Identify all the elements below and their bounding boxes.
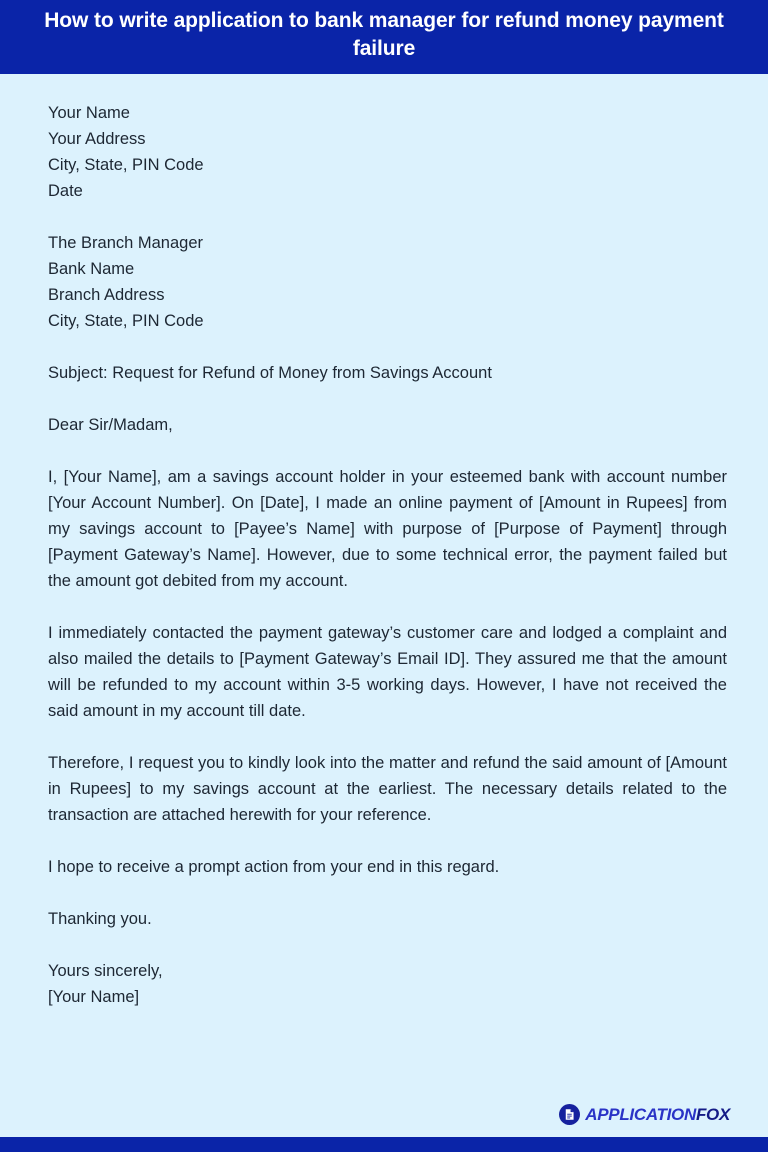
salutation: Dear Sir/Madam, (48, 416, 173, 434)
sender-line-name: Your Name (48, 104, 130, 122)
subject-line: Subject: Request for Refund of Money from Savings Account (48, 364, 492, 382)
brand-name-secondary: FOX (695, 1105, 730, 1124)
recipient-line-manager: The Branch Manager (48, 234, 204, 252)
spacer (48, 724, 727, 750)
spacer (48, 880, 727, 906)
brand-name-primary: APPLICATION (585, 1105, 696, 1124)
signoff-line: Yours sincerely, (48, 962, 163, 980)
spacer (48, 386, 727, 412)
recipient-address-block (48, 230, 727, 334)
brand-logo (559, 1104, 730, 1125)
spacer (48, 334, 727, 360)
header-banner (0, 0, 768, 74)
sender-line-city: City, State, PIN Code (48, 156, 204, 174)
closing-line: I hope to receive a prompt action from your end in this regard. (48, 858, 500, 876)
sender-line-address: Your Address (48, 130, 146, 148)
page-title: How to write application to bank manager for refund money payment failure (44, 9, 724, 60)
document-icon (559, 1104, 580, 1125)
footer-banner (0, 1137, 768, 1152)
sender-address-block (48, 100, 727, 204)
spacer (48, 204, 727, 230)
signoff-block (48, 958, 727, 1010)
spacer (48, 828, 727, 854)
sender-line-date: Date (48, 182, 83, 200)
signoff-name: [Your Name] (48, 988, 140, 1006)
body-paragraph-1: I, [Your Name], am a savings account holder in your esteemed bank with account number [Your Account Number]. On [Date], I made an online payment of [Amount in Rupees] from my savings account to [Payee’s Name] with purpose of [Purpose of Payment] through [Payment Gateway’s Name]. However, due to some technical error, the payment failed but the amount got debited from my account. (48, 468, 727, 590)
recipient-line-branch: Branch Address (48, 286, 165, 304)
spacer (48, 438, 727, 464)
brand-logo-text (585, 1106, 730, 1123)
letter-body (0, 74, 768, 1137)
recipient-line-city: City, State, PIN Code (48, 312, 204, 330)
spacer (48, 932, 727, 958)
thanks-line: Thanking you. (48, 910, 152, 928)
body-paragraph-3: Therefore, I request you to kindly look into the matter and refund the said amount of [Amount in Rupees] to my savings account at the earliest. The necessary details related to the transaction are attached herewith for your reference. (48, 754, 727, 824)
recipient-line-bank: Bank Name (48, 260, 135, 278)
spacer (48, 594, 727, 620)
body-paragraph-2: I immediately contacted the payment gateway’s customer care and lodged a complaint and also mailed the details to [Payment Gateway’s Email ID]. They assured me that the amount will be refunded to my account within 3-5 working days. However, I have not received the said amount in my account till date. (48, 624, 727, 720)
